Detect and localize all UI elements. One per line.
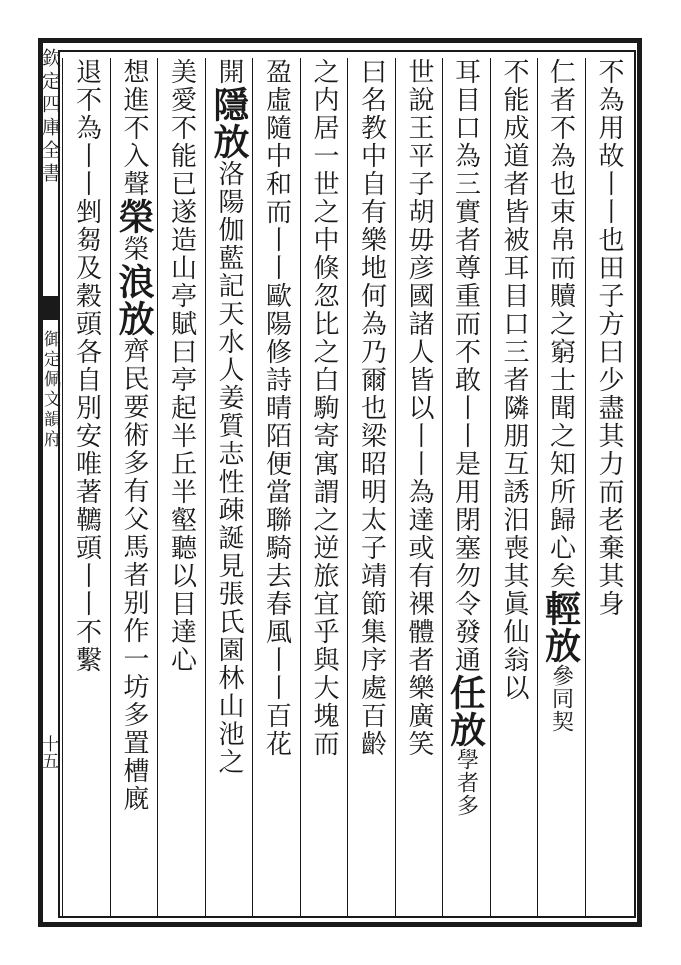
text-column [442, 58, 490, 916]
text-column [110, 58, 158, 916]
margin-fishtail-mark [38, 296, 58, 320]
text-column [585, 58, 633, 916]
page-number: 十五 [38, 735, 58, 769]
margin-book-subtitle: 御定佩文韻府 [40, 330, 60, 450]
column-text: 曰名教中自有樂地何為乃爾也梁昭明太子靖節集序處百齡 [356, 58, 387, 758]
column-text: 世說王平子胡毋彦國諸人皆以丨丨為達或有裸體者樂廣笑 [404, 58, 434, 758]
column-text: 參同契 [548, 664, 574, 733]
column-text: 美愛不能已遂造山亭賦曰亭起半丘半壑聽以目達心 [166, 58, 197, 674]
text-column [157, 58, 205, 916]
column-text: 開 [214, 58, 244, 86]
entry-heading: 隱放 [208, 86, 250, 160]
text-column [395, 58, 443, 916]
column-text: 學者多 [453, 748, 479, 817]
text-column [300, 58, 348, 916]
column-text: 退不為丨丨 [71, 58, 102, 198]
column-text: 剉芻及穀頭各自別安唯著韀頭丨丨不繫 [71, 198, 102, 674]
text-column [62, 58, 110, 916]
entry-heading: 任放 [444, 674, 487, 748]
entry-heading: 榮 [113, 198, 155, 235]
text-column [205, 58, 253, 916]
column-text: 不能成道者皆被耳目口三者隣朋互誘汨喪其眞仙翁以 [499, 58, 529, 702]
column-text: 洛陽伽藍記天水人姜質志性疎誕見張氏園林山池之 [214, 160, 244, 776]
column-text: 不為用故丨丨也田子方曰少盡其力而老棄其身 [594, 58, 624, 618]
column-text: 仁者不為也束帛而贖之窮士聞之知所歸心矣 [545, 58, 576, 590]
column-text: 之内居一世之中倏忽比之白駒寄寓謂之逆旅宜乎與大塊而 [309, 58, 339, 758]
margin-book-title: 欽定四庫全書 [39, 48, 61, 186]
text-column [347, 58, 395, 916]
entry-heading: 浪放 [113, 263, 155, 337]
column-text: 耳目口為三實者尊重而不敢丨丨是用閉塞勿令發通 [450, 58, 481, 674]
column-text: 想進不入聲 [119, 58, 149, 198]
column-text: 榮 [119, 235, 149, 263]
text-column [490, 58, 538, 916]
entry-heading: 輕放 [539, 590, 582, 664]
column-text: 齊民要術多有父馬者别作一坊多置槽廐 [119, 337, 149, 813]
text-column [252, 58, 300, 916]
text-column [537, 58, 585, 916]
column-text: 盈虛隨中和而丨丨歐陽修詩晴陌便當聯騎去春風丨丨百花 [261, 58, 292, 758]
text-columns [62, 58, 632, 916]
